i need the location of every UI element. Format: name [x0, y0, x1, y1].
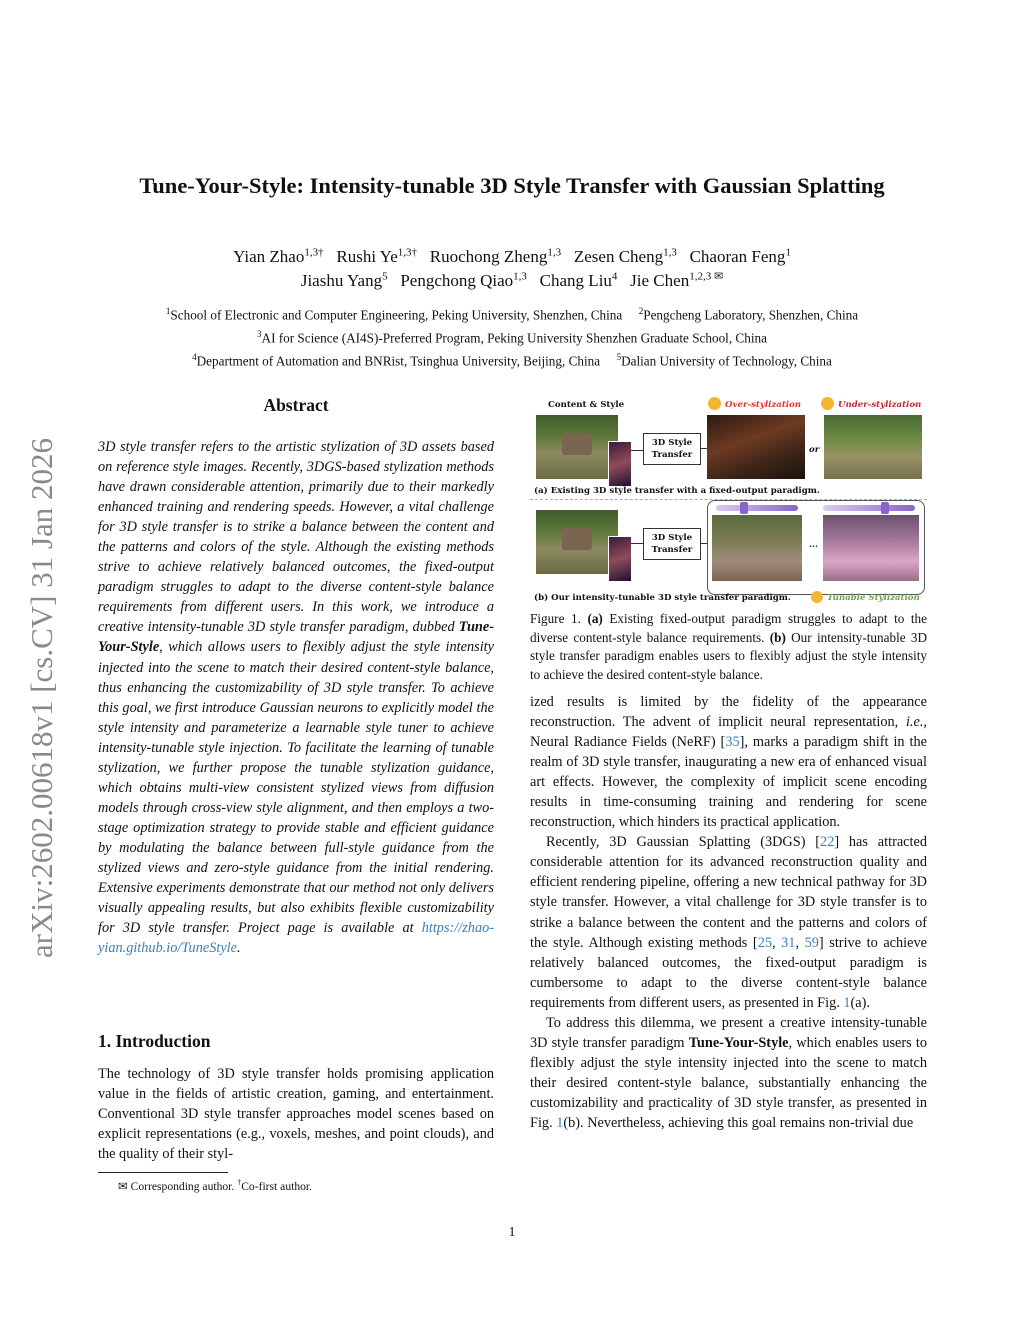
author: Zesen Cheng$^{1,3}$ — [573, 246, 677, 266]
footnote-rule — [98, 1172, 228, 1173]
introduction-body: The technology of 3D style transfer holds promising application value in the fields of artistic creation, gaming, and entertainment. Conventional 3D style transfer approaches model scenes based on explicit representations (e.g., voxels, meshes, and point clouds), and the quality of their styl- — [98, 1066, 494, 1163]
citation-link[interactable]: 22 — [820, 834, 835, 851]
paragraph: Recently, 3D Gaussian Splatting (3DGS) [22] has attracted considerable attention for its advanced reconstruction quality and efficient rendering pipeline, offering a new technical pathway for 3D style transfer. However, a vital challenge for 3D style transfer is to strike a balance between the content and the patterns and colors of the style. Although existing methods [25, 31, 59] strive to achieve relatively balanced outcomes, the fixed-output paradigm is cumbersome to adapt to the diverse content-style balance requirements from different users, as presented in Fig. 1(a). — [530, 834, 927, 1011]
figure-link[interactable]: 1 — [843, 994, 851, 1011]
citation-link[interactable]: 25 — [757, 934, 772, 951]
right-column-body — [530, 692, 927, 1133]
content-photo-b — [536, 510, 618, 574]
paragraph: To address this dilemma, we present a creative intensity-tunable 3D style transfer paradigm Tune-Your-Style, which enables users to flexibly adjust the style intensity injected into the scene to match their desired content-style balance, substantially enhancing the customizability and practicality of 3D style transfer, as presented in Fig. 1(b). Nevertheless, achieving this goal remains non-trivial due — [530, 1014, 927, 1131]
arxiv-identifier-stamp — [14, 380, 62, 960]
style-transfer-box-b: 3D Style Transfer — [643, 528, 701, 560]
tunable-stylization-label: Tunable Stylization — [827, 593, 920, 603]
citation-link[interactable]: 31 — [781, 934, 796, 951]
confused-face-icon — [708, 397, 721, 410]
ellipsis-label: ... — [809, 540, 818, 550]
arxiv-id-text: arXiv:2602.00618v1 [cs.CV] 31 Jan 2026 — [24, 437, 59, 958]
citation-link[interactable]: 59 — [804, 934, 819, 951]
abstract-body: 3D style transfer refers to the artistic stylization of 3D assets based on reference style images. Recently, 3DGS-based stylization methods have drawn considerable attention, primarily due to their markedly enhanced training and rendering speeds. However, a vital challenge for 3D style transfer is to strike a balance between the content and the patterns and colors of the style. Although the existing methods strive to achieve relatively balanced outcomes, the fixed-output paradigm struggles to adapt to the diverse content-style balance requirements from different users. In this work, we introduce a creative intensity-tunable 3D style transfer paradigm, dubbed Tune-Your-Style, which allows users to flexibly adjust the style intensity injected into the scene to match their desired content-style balance, thus enhancing the customizability of 3D style transfer. To achieve this goal, we first introduce Gaussian neurons to explicitly model the style intensity and parameterize a learnable style tuner to achieve intensity-tunable style injection. To facilitate the learning of tunable stylization, we further propose the tunable stylization guidance, which obtains multi-view consistent stylized views from diffusion models through cross-view style alignment, and then employs a two-stage optimization strategy to provide stable and efficient guidance by modulating the balance between full-style guidance from the stylized views and zero-style guidance from the initial rendering. Extensive experiments demonstrate that our method not only delivers visually appealing results, but also exhibits flexible customizability for 3D style transfer. Project page is available at https://zhao-yian.github.io/TuneStyle. — [98, 439, 494, 957]
author: Jie Chen$^{1,2,3 ✉}$ — [630, 270, 724, 290]
citation-link[interactable]: 35 — [725, 734, 740, 751]
footnote: ✉ Corresponding author. †Co-first author. — [118, 1178, 313, 1193]
style-image-a — [608, 441, 632, 487]
style-transfer-box-a: 3D Style Transfer — [643, 433, 701, 465]
content-photo-a — [536, 415, 618, 479]
author: Rushi $Ye^{1,3\dagger}$ — [336, 246, 418, 266]
affiliation-line-2: $^3$AI for Science (AI4S)-Preferred Program, Peking University Shenzhen Graduate School, China — [257, 329, 767, 346]
tunable-result-high — [823, 515, 919, 581]
arrow-icon — [631, 450, 643, 451]
tunable-result-low — [712, 515, 802, 581]
confused-face-icon — [821, 397, 834, 410]
subfigure-b-label: (b) Our intensity-tunable 3D style transfer paradigm. — [534, 593, 791, 603]
or-label: or — [809, 445, 820, 455]
abstract-heading: Abstract — [263, 395, 329, 415]
project-page-link[interactable]: https://zhao-yian.github.io/TuneStyle — [98, 920, 494, 957]
affiliation-line-3: $^4$Department of Automation and BNRist, Tsinghua University, Beijing, China $^5$Dalian University of Technology, China — [192, 352, 832, 369]
intensity-slider-high — [823, 505, 915, 511]
mail-icon: ✉ — [118, 1179, 128, 1193]
affiliation-line-1: $^1$School of Electronic and Computer Engineering, Peking University, Shenzhen, China $^2$Pengcheng Laboratory, Shenzhen, China — [165, 306, 859, 323]
author: Yian Zhao$^{1,3\dagger}$ — [233, 246, 324, 266]
style-image-b — [608, 536, 632, 582]
author: Pengchong Qiao$^{1,3}$ — [400, 270, 527, 290]
introduction-heading: 1. Introduction — [98, 1031, 211, 1051]
page-number: 1 — [508, 1225, 516, 1240]
author: Ruochong Zheng$^{1,3}$ — [429, 246, 562, 266]
arrow-icon — [631, 543, 643, 544]
author-line-2 — [60, 264, 964, 293]
author: Chang Liu$^4$ — [539, 270, 618, 290]
intensity-slider-low — [716, 505, 798, 511]
author: Chaoran Feng$^1$ — [689, 246, 791, 266]
figure-link[interactable]: 1 — [556, 1114, 564, 1131]
under-stylization-label: Under-stylization — [838, 400, 922, 410]
figure-caption: Figure 1. (a) Existing fixed-output paradigm struggles to adapt to the diverse content-style balance requirements. (b) Our intensity-tunable 3D style transfer paradigm enables users to flexibly adjust the style intensity to achieve the desired content-style balance. — [530, 611, 927, 682]
content-style-label: Content & Style — [548, 400, 625, 410]
under-stylized-result — [824, 415, 922, 479]
over-stylization-label: Over-stylization — [725, 400, 802, 410]
smile-face-icon — [811, 591, 823, 603]
paper-title: Tune-Your-Style: Intensity-tunable 3D Style Transfer with Gaussian Splatting — [139, 173, 885, 198]
author: Jiashu Yang$^5$ — [300, 270, 388, 290]
subfigure-a-label: (a) Existing 3D style transfer with a fixed-output paradigm. — [534, 486, 820, 496]
figure-1 — [530, 395, 927, 608]
paragraph: ized results is limited by the fidelity of the appearance reconstruction. The advent of implicit neural representation, i.e., Neural Radiance Fields (NeRF) [35], marks a paradigm shift in the realm of 3D style transfer, inaugurating a new era of enhanced visual art effects. However, the complexity of implicit scene encoding results in time-consuming training and rendering for scene reconstruction, which hinders its practical application. — [530, 694, 928, 831]
over-stylized-result — [707, 415, 805, 479]
